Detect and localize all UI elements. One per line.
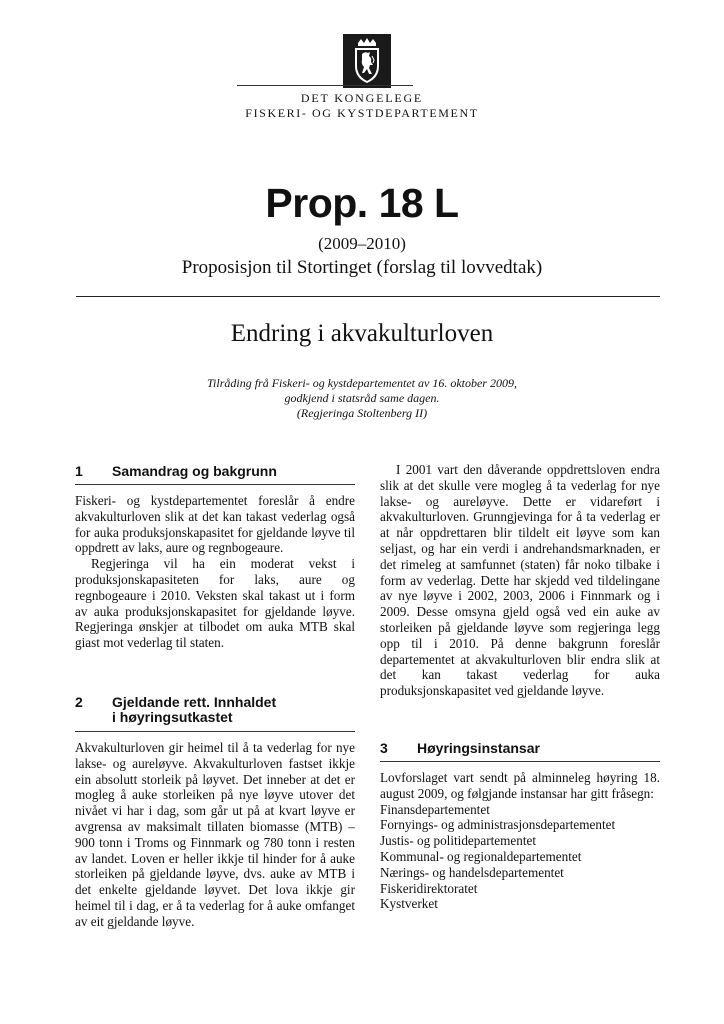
proposition-number: Prop. 18 L <box>265 180 459 226</box>
section-1-title: Samandrag og bakgrunn <box>112 463 277 479</box>
instance-list-item: Justis- og politidepartementet <box>380 833 537 849</box>
lion-crest-icon <box>343 34 391 88</box>
instance-list-item: Nærings- og handelsdepartementet <box>380 864 564 880</box>
section-2-heading <box>75 695 355 727</box>
section-3-intro: Lovforslaget vart sendt på alminneleg høyring 18. august 2009, og følgjande instansar har gitt fråsegn: <box>380 770 660 801</box>
instance-list-item: Kommunal- og regionaldepartementet <box>380 848 582 864</box>
instance-list-item: Kystverket <box>380 896 438 912</box>
section-3-body <box>380 770 660 912</box>
section-1-body <box>75 493 355 651</box>
document-title: Endring i akvakulturloven <box>230 320 494 347</box>
section-3-number: 3 <box>380 740 388 756</box>
recommendation-line1: Tilråding frå Fiskeri- og kystdepartementet av 16. oktober 2009, <box>207 376 517 390</box>
section-2-title-line2: i høyringsutkastet <box>112 709 233 725</box>
title-divider <box>76 296 660 297</box>
section-3-heading <box>380 741 660 757</box>
section-1-rule <box>75 484 355 485</box>
section-1-heading <box>75 464 355 480</box>
section-3-title: Høyringsinstansar <box>417 740 540 756</box>
right-column-intro <box>380 462 660 699</box>
recommendation-line2: godkjend i statsråd same dagen. <box>284 391 440 405</box>
section-3-rule <box>380 761 660 762</box>
section-2-paragraph-1: Akvakulturloven gir heimel til å ta vederlag for nye lakse- og aureløyve. Akvakulturloven fastset ikkje ein absolutt storleik på løyvet. Det inneber at det er mogleg å auke storleiken på nye løyve utover det nivået vi har i dag, som går ut på at kvart løyve er avgrensa av maksimalt tillaten biomasse (MTB) – 900 tonn i Troms og Finnmark og 780 tonn i resten av landet. Loven er heller ikkje til hinder for å auke storleiken på gjeldande løyve, dvs. auke av MTB i det enkelte gjeldande løyvet. Det lova ikkje gir heimel til i dag, er å ta vederlag for å auke omfanget av eit gjeldande løyve. <box>75 740 355 929</box>
instance-list-item: Fornyings- og administrasjonsdepartementet <box>380 817 616 833</box>
logo-rule-top <box>237 85 413 86</box>
section-1-paragraph-2: Regjeringa vil ha ein moderat vekst i produksjonskapasiteten for laks, aure og regnbogeaure i 2010. Veksten skal takast ut i form av auka produksjonskapasitet for gjeldande løyve. Regjeringa ønskjer at tilbodet om auka MTB skal giast mot vederlag til staten. <box>75 556 355 651</box>
section-2-rule <box>75 731 355 732</box>
department-name-line1: DET KONGELEGE <box>300 91 424 105</box>
section-2-title-line1: Gjeldande rett. Innhaldet <box>112 694 277 710</box>
section-2-continuation-paragraph: I 2001 vart den dåverande oppdrettsloven endra slik at det skulle vere mogleg å ta vederlag for nye lakse- og aureløyve. Dette er vidareført i akvakulturloven. Grunngjevinga for å ta vederlag er at når oppdrettaren blir tildelt eit løyve som kan seljast, og har ein verdi i andrehandsmarknaden, er det rimeleg at samfunnet (staten) får noko tilbake i form av vederlag. Dette har skjedd ved tildelingane av nye løyve i 2002, 2003, 2006 i Finnmark og i 2009. Desse omsyna gjeld også ved ein auke av storleiken på gjeldande løyve som regjeringa legg opp til i 2010. På denne bakgrunn foreslår departementet at akvakulturloven blir endra slik at det kan takast vederlag for auka produksjonskapasitet ved gjeldande løyve. <box>380 462 660 699</box>
section-1-number: 1 <box>75 463 83 479</box>
section-2-body <box>75 740 355 930</box>
department-name-line2: FISKERI- OG KYSTDEPARTEMENT <box>245 106 479 120</box>
proposition-subtitle: Proposisjon til Stortinget (forslag til lovvedtak) <box>181 257 543 278</box>
section-2-number: 2 <box>75 694 83 710</box>
recommendation-line3: (Regjeringa Stoltenberg II) <box>296 406 428 420</box>
coat-of-arms-logo <box>343 34 391 88</box>
instance-list-item: Fiskeridirektoratet <box>380 880 478 896</box>
instance-list-item: Finansdepartementet <box>380 801 490 817</box>
section-1-paragraph-1: Fiskeri- og kystdepartementet foreslår å endre akvakulturloven slik at det kan takast vederlag også for auka produksjonskapasitet for gjeldande løyve til oppdrett av laks, aure og regnbogeaure. <box>75 493 355 556</box>
session-years: (2009–2010) <box>318 234 406 253</box>
